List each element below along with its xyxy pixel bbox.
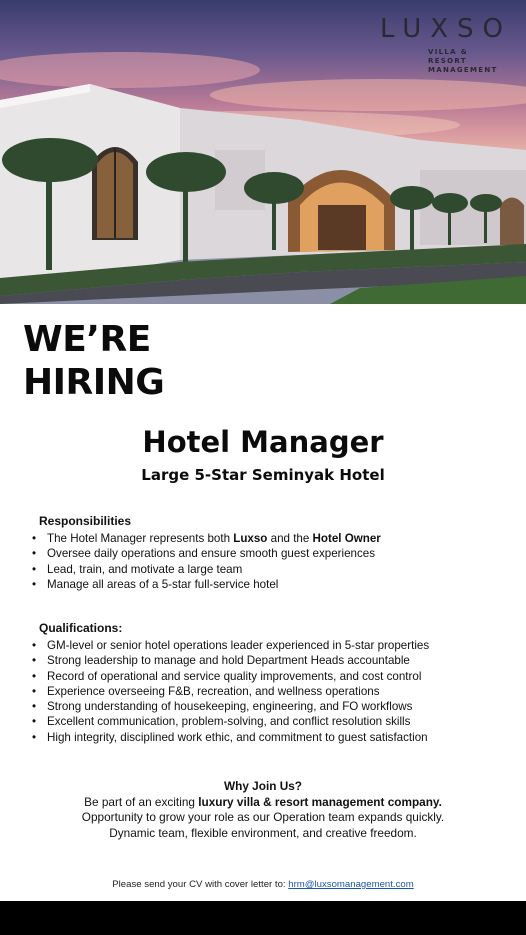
bottom-bar — [0, 901, 526, 935]
list-item-text: and the — [267, 532, 313, 545]
why-line2: Opportunity to grow your role as our Operation team expands quickly. — [81, 810, 445, 824]
hiring-headline — [23, 318, 164, 404]
list-item: • Strong understanding of housekeeping, engineering, and FO workflows — [32, 699, 429, 714]
why-line1-text: Be part of an exciting — [84, 794, 199, 809]
responsibilities-heading: Responsibilities — [39, 514, 132, 528]
list-item: • Manage all areas of a 5-star full-service hotel — [32, 577, 381, 592]
qualifications-list — [32, 638, 429, 745]
list-item-bold: Luxso — [233, 532, 268, 545]
job-title: Hotel Manager — [142, 425, 384, 459]
why-join-section — [0, 779, 526, 841]
brand-tagline-line1: VILLA & RESORT — [428, 48, 469, 65]
list-item-bold: Hotel Owner — [312, 532, 381, 545]
list-item: • Strong leadership to manage and hold Department Heads accountable — [32, 653, 429, 668]
apply-note — [0, 879, 526, 890]
qualifications-heading: Qualifications: — [39, 621, 123, 635]
brand-logo — [380, 14, 513, 75]
list-item-text: The Hotel Manager represents both — [47, 532, 234, 545]
list-item: • High integrity, disciplined work ethic, and commitment to guest satisfaction — [32, 730, 429, 745]
apply-note-text: Please send your CV with cover letter to: — [112, 879, 289, 890]
headline-line2: HIRING — [23, 362, 165, 403]
why-line1-bold: luxury villa & resort management company. — [198, 794, 442, 809]
why-line3: Dynamic team, flexible environment, and creative freedom. — [109, 825, 417, 840]
list-item: • Lead, train, and motivate a large team — [32, 562, 381, 577]
why-heading: Why Join Us? — [224, 779, 302, 793]
list-item — [32, 531, 381, 546]
email-link[interactable]: hrm@luxsomanagement.com — [288, 879, 414, 890]
job-subtitle: Large 5-Star Seminyak Hotel — [141, 466, 385, 484]
brand-tagline — [428, 48, 510, 75]
brand-tagline-line2: MANAGEMENT — [428, 66, 498, 74]
headline-line1: WE’RE — [23, 319, 151, 360]
responsibilities-list — [32, 531, 381, 592]
list-item: • Excellent communication, problem-solving, and conflict resolution skills — [32, 714, 429, 729]
list-item: • Oversee daily operations and ensure smooth guest experiences — [32, 546, 381, 561]
list-item: • GM-level or senior hotel operations leader experienced in 5-star properties — [32, 638, 429, 653]
list-item: • Record of operational and service quality improvements, and cost control — [32, 669, 429, 684]
list-item: • Experience overseeing F&B, recreation, and wellness operations — [32, 684, 429, 699]
why-line1 — [0, 795, 526, 811]
hero-photo — [0, 0, 526, 304]
brand-name: LUXSO — [380, 14, 513, 44]
